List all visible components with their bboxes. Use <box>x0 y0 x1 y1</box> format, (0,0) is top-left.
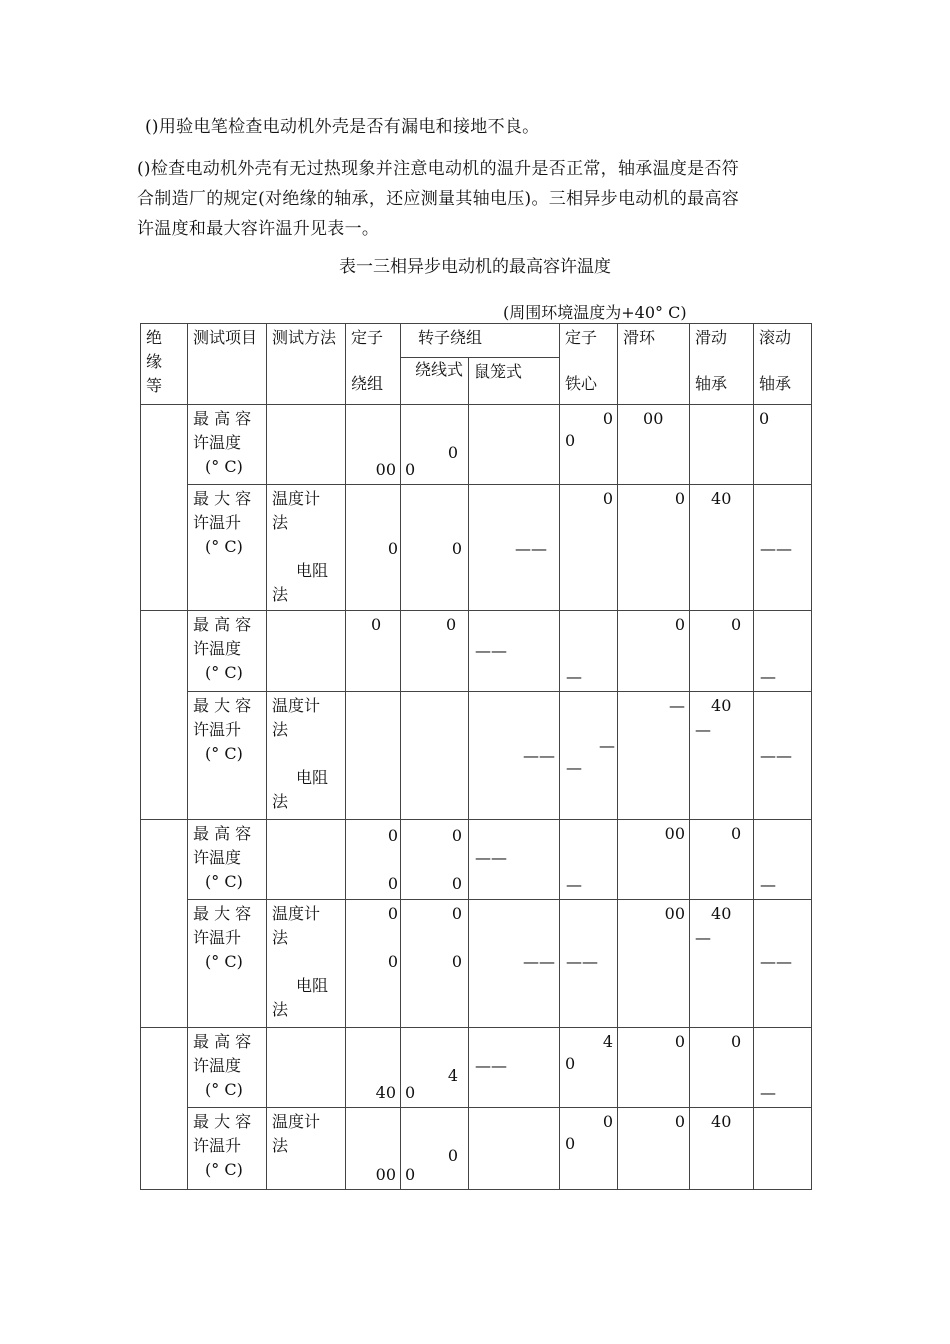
method-label-line: 法 <box>272 792 289 811</box>
value: 0 <box>731 615 742 634</box>
value-cell <box>618 1028 690 1108</box>
item-label-line: (° C) <box>205 457 243 476</box>
value-cell <box>560 405 618 485</box>
item-max-rise <box>188 692 267 820</box>
value-cell <box>401 820 469 900</box>
value-cell <box>754 405 812 485</box>
value: 0 <box>451 952 462 971</box>
item-max-rise <box>188 1108 267 1190</box>
header-stator-winding <box>346 324 401 405</box>
value-cell <box>618 405 690 485</box>
item-label-line: 许温升 <box>193 720 242 739</box>
method-label-line: 温度计 <box>272 696 321 715</box>
value-cell <box>346 1028 401 1108</box>
value: — <box>599 736 616 755</box>
header-sliding-bearing-1: 滑动 <box>695 328 728 347</box>
value: —— <box>760 539 793 558</box>
value: —— <box>475 1056 507 1075</box>
item-label-line: 许温升 <box>193 1136 242 1155</box>
value: 0 <box>674 489 686 508</box>
value: —— <box>475 848 507 867</box>
value-cell <box>618 692 690 820</box>
value: —— <box>523 952 556 971</box>
item-label-line: 最 高 容 <box>193 1032 252 1051</box>
value: — <box>760 875 777 894</box>
value-cell <box>469 692 560 820</box>
header-stator-core-1: 定子 <box>565 328 598 347</box>
value: —— <box>523 746 556 765</box>
value: — <box>566 667 583 686</box>
value: 40 <box>711 489 732 508</box>
value: 00 <box>664 904 686 923</box>
header-rolling-bearing <box>754 324 812 405</box>
value: 0 <box>565 431 576 450</box>
value: 40 <box>375 1083 396 1102</box>
value: — <box>566 758 583 777</box>
value: —— <box>515 539 548 558</box>
method-label-line: 法 <box>272 585 289 604</box>
value-cell <box>560 820 618 900</box>
item-label-line: 最 高 容 <box>193 824 252 843</box>
header-rolling-bearing-2: 轴承 <box>759 374 792 393</box>
item-label-line: 最 高 容 <box>193 615 252 634</box>
value-cell <box>401 1108 469 1190</box>
value-cell <box>469 1108 560 1190</box>
table-row <box>141 1028 812 1108</box>
item-label-line: 许温度 <box>193 639 242 658</box>
header-test-item: 测试项目 <box>188 324 267 405</box>
value: — <box>760 667 777 686</box>
paragraph-2-line-2: 合制造厂的规定(对绝缘的轴承，还应测量其轴电压)。三相异步电动机的最高容 <box>137 189 740 209</box>
value: 0 <box>674 615 686 634</box>
table-row <box>141 900 812 1028</box>
value: 0 <box>447 1146 458 1165</box>
paragraph-1: ()用验电笔检查电动机外壳是否有漏电和接地不良。 <box>145 117 540 137</box>
value: 0 <box>387 826 398 845</box>
value-cell <box>401 692 469 820</box>
insulation-class-cell <box>141 611 188 820</box>
value: 0 <box>565 1134 576 1153</box>
value: 0 <box>387 904 398 923</box>
header-insulation-class <box>141 324 188 405</box>
header-stator-winding-1: 定子 <box>351 328 384 347</box>
value: 0 <box>602 1112 614 1131</box>
value-cell <box>754 485 812 611</box>
item-label-line: 许温升 <box>193 928 242 947</box>
value: 0 <box>451 904 462 923</box>
header-stator-core-2: 铁心 <box>565 374 598 393</box>
value-cell <box>560 1028 618 1108</box>
item-max-temp <box>188 1028 267 1108</box>
value-cell <box>618 820 690 900</box>
method-cell <box>267 820 346 900</box>
header-sliding-bearing <box>690 324 754 405</box>
value-cell <box>690 1108 754 1190</box>
header-row-1 <box>141 324 812 358</box>
value: 0 <box>387 539 398 558</box>
value-cell <box>690 405 754 485</box>
ambient-note: (周围环境温度为+40° C) <box>503 303 687 322</box>
method-label-line: 电阻 <box>296 768 329 787</box>
item-label-line: 许温度 <box>193 1056 242 1075</box>
method-cell <box>267 611 346 692</box>
method-cell <box>267 405 346 485</box>
item-max-temp <box>188 820 267 900</box>
item-label-line: (° C) <box>205 1160 243 1179</box>
item-label-line: 最 大 容 <box>193 1112 252 1131</box>
value: 0 <box>387 952 398 971</box>
value: 0 <box>451 826 462 845</box>
value: 0 <box>674 1112 686 1131</box>
value-cell <box>346 692 401 820</box>
item-max-rise <box>188 485 267 611</box>
value-cell <box>754 1028 812 1108</box>
value: 4 <box>602 1032 614 1051</box>
value: 0 <box>371 615 382 634</box>
item-label-line: (° C) <box>205 537 243 556</box>
method-label-line: 法 <box>272 720 289 739</box>
value: 00 <box>375 460 396 479</box>
method-cell <box>267 485 346 611</box>
value-cell <box>690 611 754 692</box>
value: 0 <box>602 409 614 428</box>
value-cell <box>469 900 560 1028</box>
value: 0 <box>731 1032 742 1051</box>
method-label-line: 电阻 <box>296 976 329 995</box>
value: 0 <box>451 874 462 893</box>
table-row <box>141 1108 812 1190</box>
item-label-line: 最 大 容 <box>193 904 252 923</box>
value-cell <box>618 611 690 692</box>
header-test-method: 测试方法 <box>267 324 346 405</box>
header-sliding-bearing-2: 轴承 <box>695 374 728 393</box>
table-row <box>141 611 812 692</box>
temperature-table <box>140 323 812 1190</box>
item-label-line: 最 大 容 <box>193 489 252 508</box>
value-cell <box>560 900 618 1028</box>
value-cell <box>618 900 690 1028</box>
table-row <box>141 405 812 485</box>
value-cell <box>690 485 754 611</box>
value-cell <box>469 485 560 611</box>
item-max-temp <box>188 405 267 485</box>
value: 4 <box>447 1066 458 1085</box>
value-cell <box>690 692 754 820</box>
insulation-class-cell <box>141 1028 188 1190</box>
value-cell <box>346 405 401 485</box>
method-cell <box>267 900 346 1028</box>
value: —— <box>760 746 793 765</box>
header-wound-rotor: 绕线式 <box>401 358 469 405</box>
value-cell <box>690 900 754 1028</box>
method-label-line: 法 <box>272 513 289 532</box>
table-row <box>141 820 812 900</box>
paragraph-2-line-3: 许温度和最大容许温升见表一。 <box>137 219 380 239</box>
value: —— <box>566 952 599 971</box>
value-cell <box>560 1108 618 1190</box>
value-cell <box>469 611 560 692</box>
insulation-class-cell <box>141 820 188 1028</box>
item-label-line: 许温升 <box>193 513 242 532</box>
value: 0 <box>405 1165 416 1184</box>
method-cell <box>267 1028 346 1108</box>
value: —— <box>760 952 793 971</box>
value: — <box>760 1083 777 1102</box>
value-cell <box>346 900 401 1028</box>
value: 0 <box>602 489 614 508</box>
value-cell <box>560 485 618 611</box>
value-cell <box>754 900 812 1028</box>
value-cell <box>401 485 469 611</box>
value-cell <box>401 1028 469 1108</box>
value: — <box>695 928 712 947</box>
method-label-line: 法 <box>272 1000 289 1019</box>
value-cell <box>618 1108 690 1190</box>
item-label-line: (° C) <box>205 952 243 971</box>
value: 0 <box>731 824 742 843</box>
value: 0 <box>405 460 416 479</box>
value: 0 <box>446 615 457 634</box>
method-label-line: 温度计 <box>272 489 321 508</box>
value: — <box>669 696 686 715</box>
item-label-line: (° C) <box>205 744 243 763</box>
value: 0 <box>447 443 458 462</box>
method-cell <box>267 692 346 820</box>
header-stator-winding-2: 绕组 <box>351 374 384 393</box>
value: 0 <box>387 874 398 893</box>
table-row <box>141 485 812 611</box>
table-caption: 表一三相异步电动机的最高容许温度 <box>339 257 611 277</box>
table-row <box>141 692 812 820</box>
value-cell <box>560 611 618 692</box>
value: 00 <box>375 1165 396 1184</box>
header-rotor-winding: 转子绕组 <box>401 324 560 358</box>
value-cell <box>346 485 401 611</box>
method-cell <box>267 1108 346 1190</box>
value: 0 <box>565 1054 576 1073</box>
value-cell <box>469 820 560 900</box>
value: — <box>695 720 712 739</box>
insulation-class-cell <box>141 405 188 611</box>
item-label-line: 许温度 <box>193 433 242 452</box>
value-cell <box>690 1028 754 1108</box>
header-slip-ring: 滑环 <box>618 324 690 405</box>
value-cell <box>401 900 469 1028</box>
value: 40 <box>711 696 732 715</box>
value-cell <box>469 405 560 485</box>
value-cell <box>754 692 812 820</box>
value-cell <box>469 1028 560 1108</box>
value-cell <box>401 405 469 485</box>
value-cell <box>346 611 401 692</box>
method-label-line: 温度计 <box>272 904 321 923</box>
paragraph-2 <box>137 154 817 244</box>
item-label-line: (° C) <box>205 872 243 891</box>
value-cell <box>754 1108 812 1190</box>
value-cell <box>754 820 812 900</box>
method-label-line: 温度计 <box>272 1112 321 1131</box>
value: 00 <box>664 824 686 843</box>
header-squirrel-cage: 鼠笼式 <box>469 358 560 405</box>
value-cell <box>754 611 812 692</box>
value: 0 <box>759 409 770 428</box>
value: 0 <box>451 539 462 558</box>
method-label-line: 法 <box>272 1136 289 1155</box>
value: —— <box>475 641 507 660</box>
item-label-line: 最 高 容 <box>193 409 252 428</box>
value: 0 <box>405 1083 416 1102</box>
value: 40 <box>711 904 732 923</box>
item-label-line: (° C) <box>205 663 243 682</box>
header-rolling-bearing-1: 滚动 <box>759 328 792 347</box>
value-cell <box>401 611 469 692</box>
method-label-line: 法 <box>272 928 289 947</box>
value-cell <box>690 820 754 900</box>
value: 00 <box>643 409 664 428</box>
item-max-temp <box>188 611 267 692</box>
value-cell <box>560 692 618 820</box>
header-stator-core <box>560 324 618 405</box>
value: — <box>566 875 583 894</box>
value: 40 <box>711 1112 732 1131</box>
value-cell <box>618 485 690 611</box>
item-label-line: 许温度 <box>193 848 242 867</box>
paragraph-2-line-1: ()检查电动机外壳有无过热现象并注意电动机的温升是否正常，轴承温度是否符 <box>137 159 740 179</box>
header-insulation-2: 缘 <box>146 352 163 371</box>
value-cell <box>346 1108 401 1190</box>
method-label-line: 电阻 <box>296 561 329 580</box>
header-insulation-3: 等 <box>146 376 163 395</box>
item-label-line: 最 大 容 <box>193 696 252 715</box>
item-label-line: (° C) <box>205 1080 243 1099</box>
value-cell <box>346 820 401 900</box>
item-max-rise <box>188 900 267 1028</box>
value: 0 <box>674 1032 686 1051</box>
header-insulation-1: 绝 <box>146 328 163 347</box>
